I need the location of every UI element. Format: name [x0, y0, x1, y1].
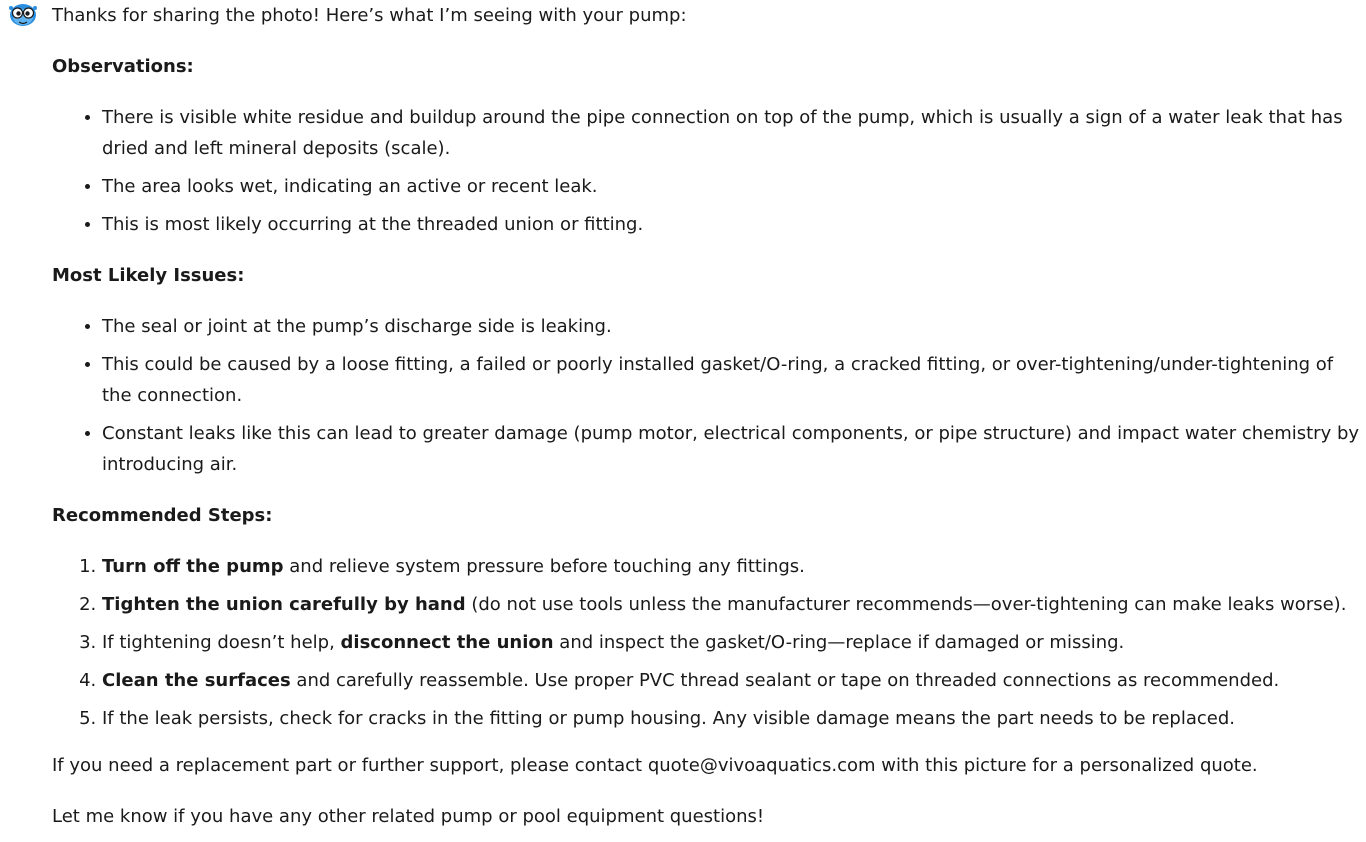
- list-item: • There is visible white residue and buildup around the pipe connection on top of the pump, which is usually a sign of a water leak that has dried and left mineral deposits (scale).: [102, 102, 1366, 164]
- step-item: [102, 703, 1366, 734]
- step-rest: and inspect the gasket/O-ring—replace if damaged or missing.: [553, 632, 1125, 653]
- robot-icon: [8, 2, 38, 28]
- step-item: [102, 665, 1366, 696]
- list-item: • This is most likely occurring at the threaded union or fitting.: [102, 209, 1366, 240]
- step-item: [102, 589, 1366, 620]
- list-item: • Constant leaks like this can lead to greater damage (pump motor, electrical components, or pipe structure) and impact water chemistry by introducing air.: [102, 418, 1366, 480]
- observations-heading: Observations:: [52, 56, 194, 77]
- steps-list: [52, 551, 1366, 734]
- step-bold: Tighten the union carefully by hand: [102, 594, 466, 615]
- step-prefix: If tightening doesn’t help,: [102, 632, 341, 653]
- contact-text: If you need a replacement part or further support, please contact quote@vivoaquatics.com with this picture for a personalized quote.: [52, 755, 1258, 776]
- list-item: • This could be caused by a loose fitting, a failed or poorly installed gasket/O-ring, a cracked fitting, or over-tightening/under-tightening of the connection.: [102, 349, 1366, 411]
- steps-heading: Recommended Steps:: [52, 505, 273, 526]
- step-rest: and carefully reassemble. Use proper PVC thread sealant or tape on threaded connections as recommended.: [290, 670, 1280, 691]
- step-bold: Clean the surfaces: [102, 670, 291, 691]
- issues-list: [52, 311, 1366, 480]
- assistant-message: [52, 0, 1366, 832]
- step-rest: and relieve system pressure before touching any fittings.: [283, 556, 805, 577]
- step-rest: (do not use tools unless the manufacturer recommends—over-tightening can make leaks worse).: [465, 594, 1347, 615]
- step-bold: disconnect the union: [340, 632, 554, 653]
- observations-list: [52, 102, 1366, 240]
- step-prefix: If the leak persists, check for cracks in the fitting or pump housing. Any visible damage means the part needs to be replaced.: [102, 708, 1235, 729]
- issues-heading: Most Likely Issues:: [52, 265, 245, 286]
- list-item: • The seal or joint at the pump’s discharge side is leaking.: [102, 311, 1366, 342]
- closing-text: Let me know if you have any other related pump or pool equipment questions!: [52, 806, 765, 827]
- list-item: • The area looks wet, indicating an active or recent leak.: [102, 171, 1366, 202]
- message-intro: Thanks for sharing the photo! Here’s what I’m seeing with your pump:: [52, 5, 687, 26]
- step-bold: Turn off the pump: [102, 556, 284, 577]
- step-item: [102, 551, 1366, 582]
- step-item: [102, 627, 1366, 658]
